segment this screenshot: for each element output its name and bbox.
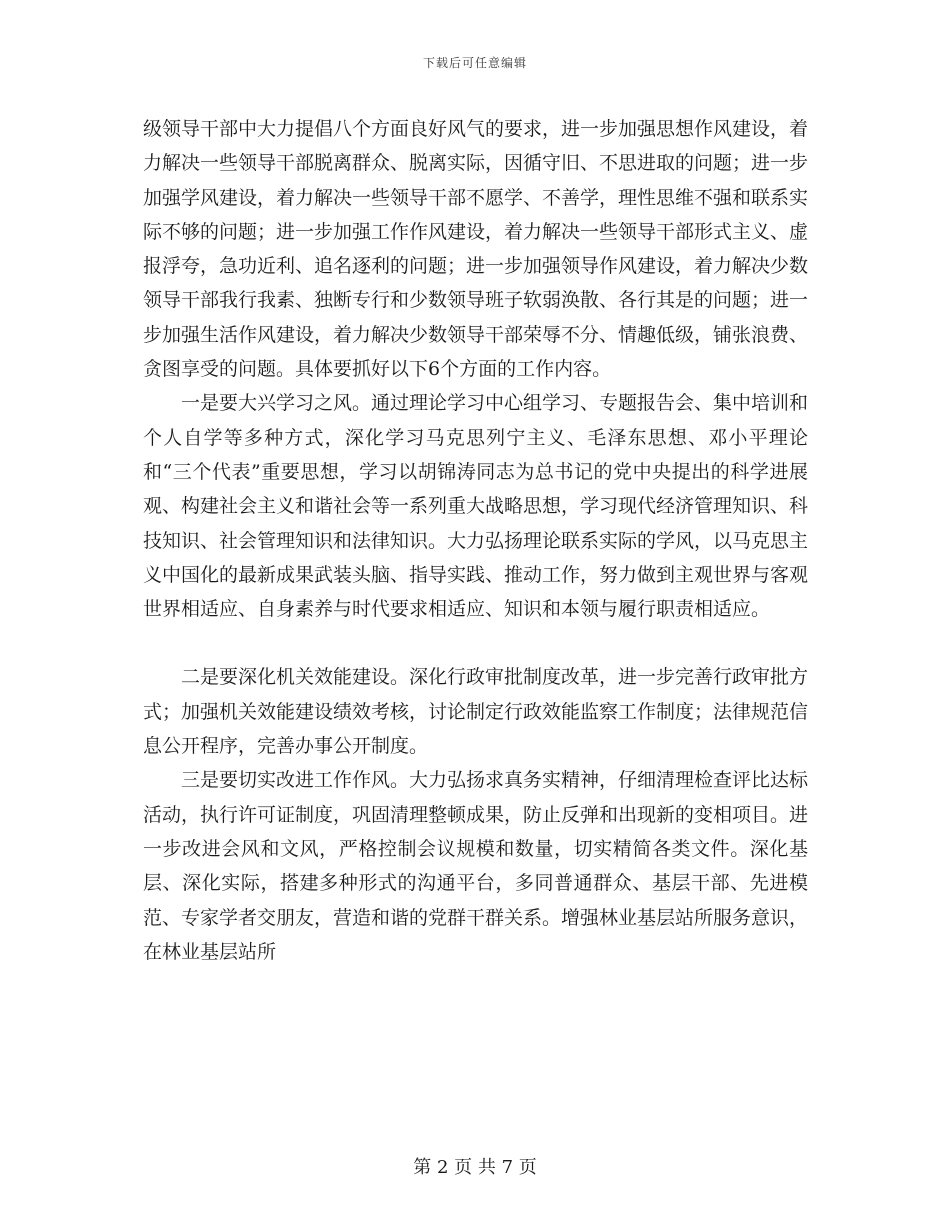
document-body [143,112,808,969]
paragraph-continuation: 级领导干部中大力提倡八个方面良好风气的要求，进一步加强思想作风建设，着力解决一些领导干部脱离群众、脱离实际，因循守旧、不思进取的问题；进一步加强学风建设，着力解决一些领导干部不愿学、不善学，理性思维不强和联系实际不够的问题；进一步加强工作作风建设，着力解决一些领导干部形式主义、虚报浮夸，急功近利、追名逐利的问题；进一步加强领导作风建设，着力解决少数领导干部我行我素、独断专行和少数领导班子软弱涣散、各行其是的问题；进一步加强生活作风建设，着力解决少数领导干部荣辱不分、情趣低级，铺张浪费、贪图享受的问题。具体要抓好以下6个方面的工作内容。 [143,118,809,381]
paragraph-work-style: 三是要切实改进工作作风。大力弘扬求真务实精神，仔细清理检查评比达标活动，执行许可证制度，巩固清理整顿成果，防止反弹和出现新的变相项目。进一步改进会风和文风，严格控制会议规模和数量，切实精简各类文件。深化基层、深化实际，搭建多种形式的沟通平台，多同普通群众、基层干部、先进模范、专家学者交朋友，营造和谐的党群干群关系。增强林业基层站所服务意识，在林业基层站所 [143,769,809,963]
paragraph-efficiency-building: 二是要深化机关效能建设。深化行政审批制度改革，进一步完善行政审批方式；加强机关效能建设绩效考核，讨论制定行政效能监察工作制度；法律规范信息公开程序，完善办事公开制度。 [143,666,809,758]
page-number-footer: 第 2 页 共 7 页 [413,1157,537,1178]
page-header-note: 下载后可任意编辑 [422,56,527,70]
paragraph-study-culture: 一是要大兴学习之风。通过理论学习中心组学习、专题报告会、集中培训和个人自学等多种方式，深化学习马克思列宁主义、毛泽东思想、邓小平理论和“三个代表”重要思想，学习以胡锦涛同志为总书记的党中央提出的科学进展观、构建社会主义和谐社会等一系列重大战略思想，学习现代经济管理知识、科技知识、社会管理知识和法律知识。大力弘扬理论联系实际的学风，以马克思主义中国化的最新成果武装头脑、指导实践、推动工作，努力做到主观世界与客观世界相适应、自身素养与时代要求相适应、知识和本领与履行职责相适应。 [143,392,809,621]
